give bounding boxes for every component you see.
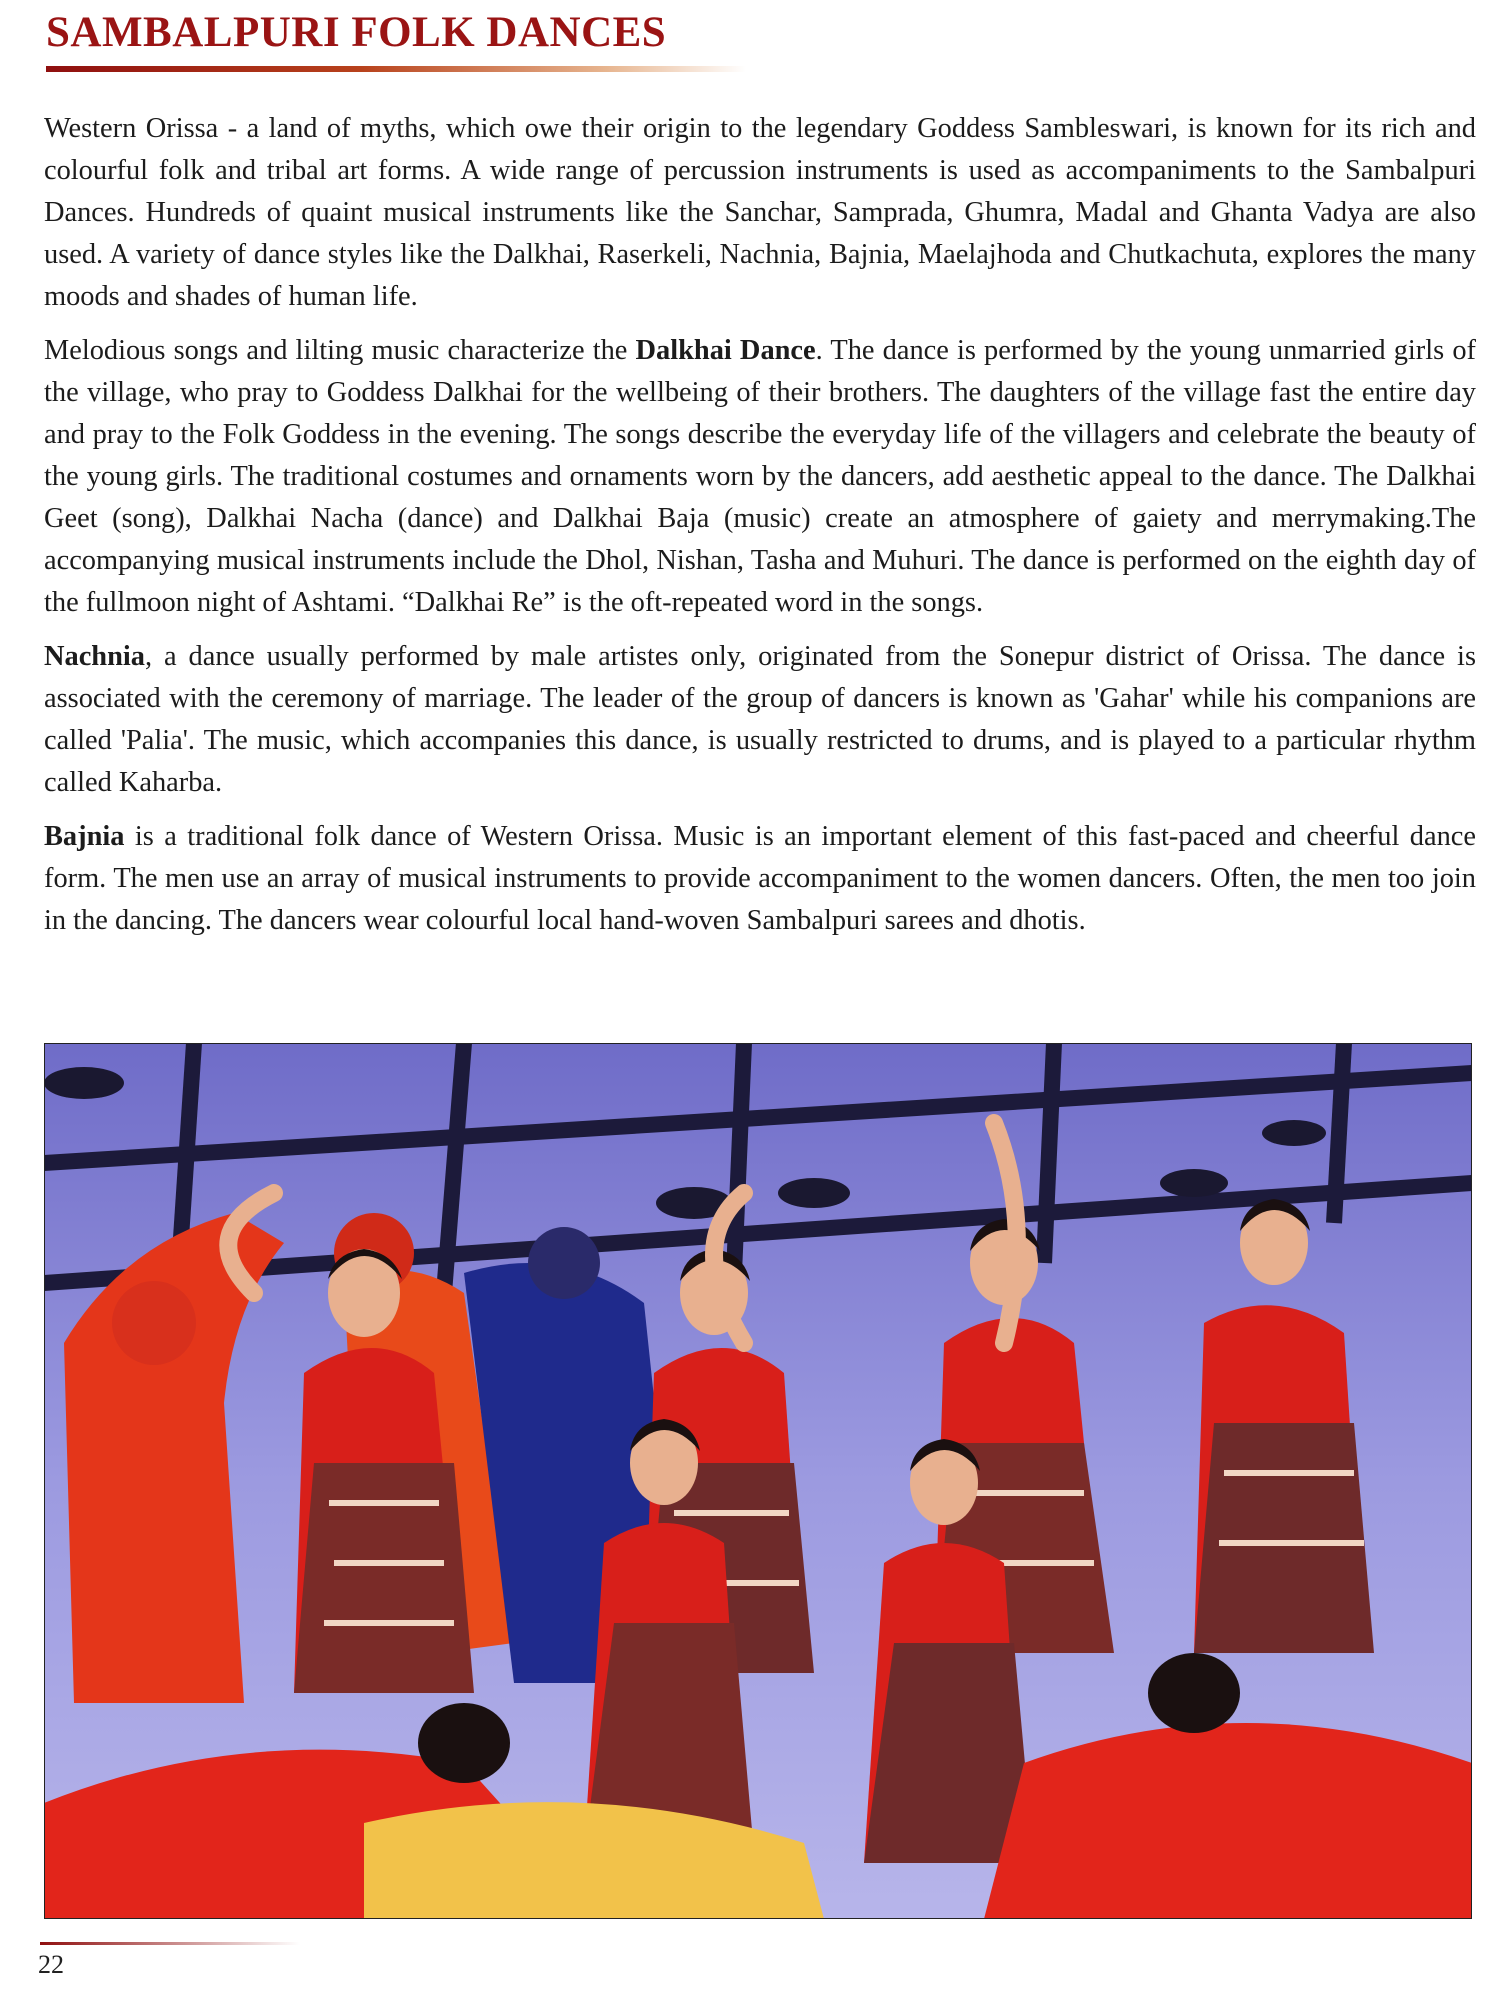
paragraph-nachnia — [44, 636, 1476, 804]
article-body — [44, 108, 1476, 954]
dance-photo-illustration — [44, 1043, 1472, 1919]
dance-photo — [44, 1043, 1472, 1919]
paragraph-bajnia — [44, 816, 1476, 942]
footer-rule — [40, 1942, 300, 1945]
paragraph-text: Western Orissa - a land of myths, which owe their origin to the legendary Goddess Sambleswari, is known for its rich and colourful folk and tribal art forms. A wide range of percussion instruments is used as accompaniments to the Sambalpuri Dances. Hundreds of quaint musical instruments like the Sanchar, Samprada, Ghumra, Madal and Ghanta Vadya are also used. A variety of dance styles like the Dalkhai, Raserkeli, Nachnia, Bajnia, Maelajhoda and Chutkachuta, explores the many moods and shades of human life. — [44, 113, 1476, 312]
paragraph-text: Melodious songs and lilting music characterize the — [44, 335, 636, 366]
paragraph-intro — [44, 108, 1476, 318]
dance-name-dalkhai: Dalkhai Dance — [635, 335, 816, 366]
paragraph-text: , a dance usually performed by male artistes only, originated from the Sonepur district of Orissa. The dance is associated with the ceremony of marriage. The leader of the group of dancers is known as 'Gahar' while his companions are called 'Palia'. The music, which accompanies this dance, is usually restricted to drums, and is played to a particular rhythm called Kaharba. — [44, 641, 1476, 798]
dance-name-nachnia: Nachnia — [44, 641, 145, 672]
page-number: 22 — [38, 1950, 64, 1979]
paragraph-text: is a traditional folk dance of Western Orissa. Music is an important element of this fast-paced and cheerful dance form. The men use an array of musical instruments to provide accompaniment to the women dancers. Often, the men too join in the dancing. The dancers wear colourful local hand-woven Sambalpuri sarees and dhotis. — [44, 821, 1476, 936]
paragraph-dalkhai — [44, 330, 1476, 624]
page-title: SAMBALPURI FOLK DANCES — [46, 9, 667, 56]
dance-name-bajnia: Bajnia — [44, 821, 125, 852]
title-underline — [46, 66, 746, 72]
paragraph-text: . The dance is performed by the young unmarried girls of the village, who pray to Goddess Dalkhai for the wellbeing of their brothers. The daughters of the village fast the entire day and pray to the Folk Goddess in the evening. The songs describe the everyday life of the villagers and celebrate the beauty of the young girls. The traditional costumes and ornaments worn by the dancers, add aesthetic appeal to the dance. The Dalkhai Geet (song), Dalkhai Nacha (dance) and Dalkhai Baja (music) create an atmosphere of gaiety and merrymaking.The accompanying musical instruments include the Dhol, Nishan, Tasha and Muhuri. The dance is performed on the eighth day of the fullmoon night of Ashtami. “Dalkhai Re” is the oft-repeated word in the songs. — [44, 335, 1476, 618]
